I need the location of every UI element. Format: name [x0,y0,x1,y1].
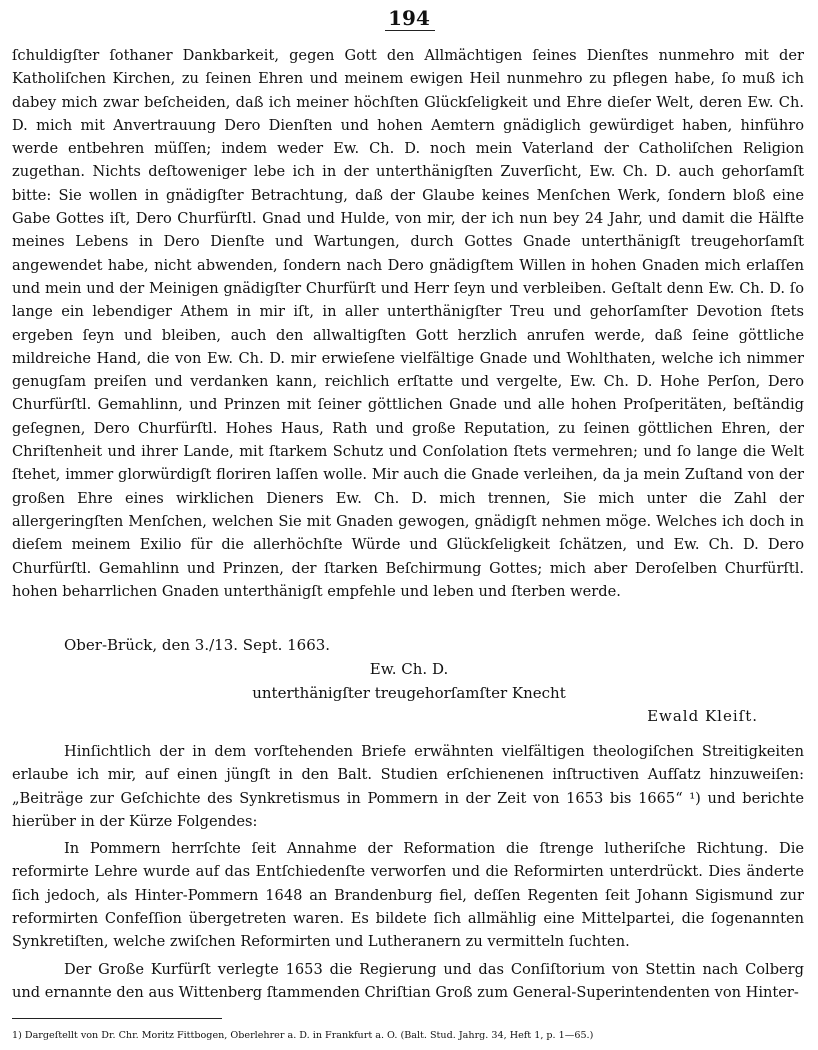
footnote: 1) Dargeſtellt von Dr. Chr. Moritz Fittbogen, Oberlehrer a. D. in Frankfurt a. O. (Balt. Stud. Jahrg. 34, Heft 1, p. 1—65.) [12,1030,594,1041]
page-number: 194 [388,6,430,30]
paragraph-2: In Pommern herrſchte ſeit Annahme der Reformation die ſtrenge lutheriſche Richtung. Die reformirte Lehre wurde auf das Entſchiedenſte verworfen und die Reformirten unterdrückt. Dies änderte ſich jedoch, als Hinter-Pommern 1648 an Brandenburg fiel, deſſen Regenten ſeit Johann Sigismund zur reformirten Confeſſion übergetreten waren. Es bildete ſich allmählig eine Mittelpartei, die ſogenannten Synkretiſten, welche zwiſchen Reformirten und Lutheranern zu vermitteln ſuchten. [12,840,804,951]
page-number-rule [385,30,435,31]
paragraph-3: Der Große Kurfürſt verlegte 1653 die Regierung und das Conſiſtorium von Stettin nach Colberg und ernannte den aus Wittenberg ſtammenden Chriſtian Groß zum General-Superintendenten von Hinter- [12,960,804,1001]
letter-dateline: Ober-Brück, den 3./13. Sept. 1663. [64,636,331,654]
commentary-body [12,740,804,1008]
footnote-rule [12,1018,222,1019]
paragraph-1: Hinſichtlich der in dem vorſtehenden Briefe erwähnten vielfältigen theologiſchen Streitigkeiten erlaube ich mir, auf einen jüngſt in den Balt. Studien erſchienenen inſtructiven Aufſatz hinzuweiſen: „Beiträge zur Geſchichte des Synkretismus in Pommern in der Zeit von 1653 bis 1665“ ¹) und berichte hierüber in der Kürze Folgendes: [12,743,804,830]
letter-paragraph: ſchuldigſter ſothaner Dankbarkeit, gegen Gott den Allmächtigen ſeines Dienſtes nunmehro mit der Katholiſchen Kirchen, zu ſeinen Ehren und meinem ewigen Heil nunmehro zu pflegen habe, ſo muß ich dabey mich zwar beſcheiden, daß ich meiner höchſten Glückſeligkeit und Ehre dieſer Welt, deren Ew. Ch. D. mich mit Anvertrauung Dero Dienſten und hohen Aemtern gnädiglich gewürdiget haben, hinführo werde entbehren müſſen; indem weder Ew. Ch. D. noch mein Vaterland der Catholiſchen Religion zugethan. Nichts deſtoweniger lebe ich in der unterthänigſten Zuverſicht, Ew. Ch. D. auch gehorſamſt bitte: Sie wollen in gnädigſter Betrachtung, daß der Glaube keines Menſchen Werk, ſondern bloß eine Gabe Gottes iſt, Dero Churfürſtl. Gnad und Hulde, von mir, der ich nun bey 24 Jahr, und damit die Hälfte meines Lebens in Dero Dienſte und Wartungen, durch Gottes Gnade unterthänigſt treugehorſamſt angewendet habe, nicht abwenden, ſondern nach Dero gnädigſtem Willen in hohen Gnaden mich erlaſſen und mein und der Meinigen gnädigſter Churfürſt und Herr ſeyn und verbleiben. Geſtalt denn Ew. Ch. D. ſo lange ein lebendiger Athem in mir iſt, in aller unterthänigſter Treu und gehorſamſter Devotion ſtets ergeben ſeyn und bleiben, auch den allwaltigſten Gott herzlich anrufen werde, daß ſeine göttliche mildreiche Hand, die von Ew. Ch. D. mir erwieſene vielfältige Gnade und Wohlthaten, welche ich nimmer genugſam preiſen und verdanken kann, reichlich erſtatte und vergelte, Ew. Ch. D. Hohe Perſon, Dero Churfürſtl. Gemahlinn, und Prinzen mit ſeiner göttlichen Gnade und alle hohen Proſperitäten, beſtändig geſegnen, Dero Churfürſtl. Hohes Haus, Rath und große Reputation, zu ſeinen göttlichen Ehren, der Chriſtenheit und ihrer Lande, mit ſtarkem Schutz und Conſolation ſtets vermehren; und ſo lange die Welt ſtehet, immer glorwürdigſt floriren laſſen wolle. Mir auch die Gnade verleihen, da ja mein Zuſtand von der großen Ehre eines wirklichen Dieners Ew. Ch. D. mich trennen, Sie mich unter die Zahl der allergeringſten Menſchen, welchen Sie mit Gnaden gewogen, gnädigſt nehmen möge. Welches ich doch in dieſem meinem Exilio für die allerhöchſte Würde und Glückſeligkeit ſchätzen, und Ew. Ch. D. Dero Churfürſtl. Gemahlinn und Prinzen, der ſtarken Beſchirmung Gottes; mich aber Deroſelben Churfürſtl. hohen beharrlichen Gnaden unterthänigſt empfehle und leben und ſterben werde. [12,47,804,600]
letter-body [12,44,804,603]
letter-signature: Ewald Kleiſt. [647,707,758,725]
letter-closing: unterthänigſter treugehorſamſter Knecht [252,684,566,702]
letter-salutation: Ew. Ch. D. [369,660,449,678]
